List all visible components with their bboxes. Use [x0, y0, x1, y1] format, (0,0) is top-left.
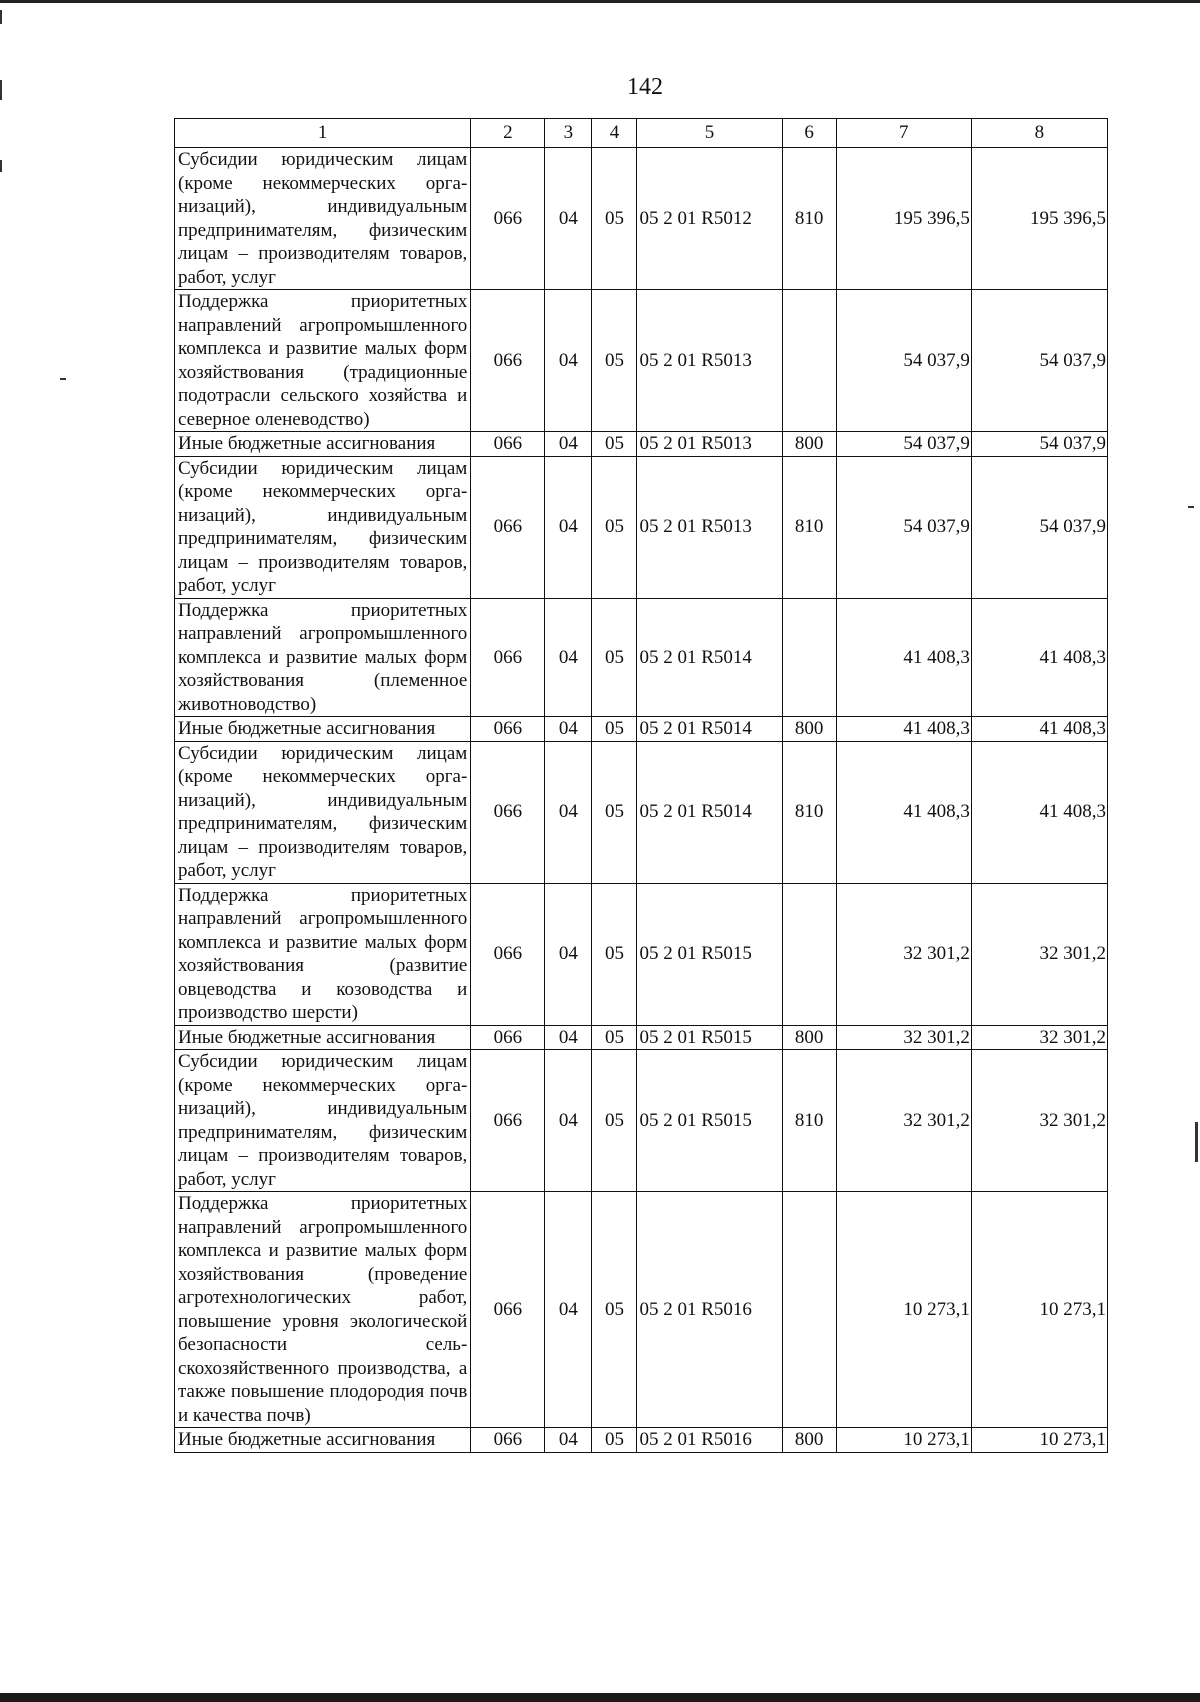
cell-target-article: 05 2 01 R5016 — [637, 1428, 782, 1453]
table-row — [175, 598, 1108, 717]
table-row — [175, 883, 1108, 1025]
column-header: 5 — [637, 119, 782, 148]
cell-amount-col7: 10 273,1 — [836, 1428, 971, 1453]
cell-amount-col7: 41 408,3 — [836, 598, 971, 717]
cell-description: Поддержка приоритетных направлений агропромышленного комплекса и развитие малых форм хозяйствования (развитие овцеводства и козоводства и производство шерсти) — [175, 883, 471, 1025]
table-row — [175, 741, 1108, 883]
cell-description: Иные бюджетные ассигнования — [175, 432, 471, 457]
column-header: 3 — [545, 119, 592, 148]
cell-subsection: 05 — [592, 1428, 637, 1453]
cell-section: 04 — [545, 741, 592, 883]
cell-subsection: 05 — [592, 598, 637, 717]
cell-ministry-code: 066 — [471, 598, 545, 717]
table-row — [175, 1025, 1108, 1050]
table-body — [175, 148, 1108, 1453]
cell-amount-col8: 32 301,2 — [971, 883, 1107, 1025]
cell-expense-type: 800 — [782, 1025, 836, 1050]
cell-amount-col7: 32 301,2 — [836, 1050, 971, 1192]
cell-ministry-code: 066 — [471, 741, 545, 883]
cell-section: 04 — [545, 1050, 592, 1192]
cell-amount-col8: 32 301,2 — [971, 1050, 1107, 1192]
table-row — [175, 290, 1108, 432]
cell-amount-col7: 10 273,1 — [836, 1192, 971, 1428]
cell-section: 04 — [545, 598, 592, 717]
cell-amount-col8: 10 273,1 — [971, 1428, 1107, 1453]
column-header: 8 — [971, 119, 1107, 148]
scan-edge-bottom — [0, 1693, 1200, 1702]
cell-section: 04 — [545, 883, 592, 1025]
cell-section: 04 — [545, 1428, 592, 1453]
cell-amount-col8: 32 301,2 — [971, 1025, 1107, 1050]
cell-subsection: 05 — [592, 717, 637, 742]
cell-expense-type: 810 — [782, 741, 836, 883]
table-row — [175, 717, 1108, 742]
cell-section: 04 — [545, 456, 592, 598]
cell-ministry-code: 066 — [471, 148, 545, 290]
cell-expense-type: 800 — [782, 1428, 836, 1453]
scan-mark — [0, 160, 2, 172]
cell-target-article: 05 2 01 R5015 — [637, 883, 782, 1025]
cell-description: Субсидии юридическим лицам (кроме некоммерческих организаций), индивидуальным предпринимателям, физическим лицам – производителям товаров, работ, услуг — [175, 741, 471, 883]
cell-subsection: 05 — [592, 432, 637, 457]
cell-amount-col7: 54 037,9 — [836, 290, 971, 432]
cell-subsection: 05 — [592, 1192, 637, 1428]
cell-amount-col8: 195 396,5 — [971, 148, 1107, 290]
cell-amount-col7: 54 037,9 — [836, 456, 971, 598]
cell-description: Иные бюджетные ассигнования — [175, 1025, 471, 1050]
cell-amount-col7: 32 301,2 — [836, 1025, 971, 1050]
cell-amount-col8: 54 037,9 — [971, 290, 1107, 432]
table-row — [175, 148, 1108, 290]
cell-amount-col7: 32 301,2 — [836, 883, 971, 1025]
cell-amount-col8: 41 408,3 — [971, 717, 1107, 742]
scan-mark — [1188, 506, 1194, 508]
cell-description: Субсидии юридическим лицам (кроме некоммерческих организаций), индивидуальным предпринимателям, физическим лицам – производителям товаров, работ, услуг — [175, 1050, 471, 1192]
cell-amount-col7: 41 408,3 — [836, 741, 971, 883]
cell-amount-col8: 10 273,1 — [971, 1192, 1107, 1428]
cell-description: Поддержка приоритетных направлений агропромышленного комплекса и развитие малых форм хозяйствования (проведение агротехнологических работ, повышение уровня экологической безопасности сельскохозяйственного производства, а также повышение плодородия почв и качества почв) — [175, 1192, 471, 1428]
cell-target-article: 05 2 01 R5015 — [637, 1025, 782, 1050]
cell-subsection: 05 — [592, 290, 637, 432]
cell-expense-type — [782, 1192, 836, 1428]
cell-section: 04 — [545, 717, 592, 742]
cell-section: 04 — [545, 1192, 592, 1428]
column-header: 4 — [592, 119, 637, 148]
scan-edge-top — [0, 0, 1200, 3]
cell-description: Поддержка приоритетных направлений агропромышленного комплекса и развитие малых форм хозяйствования (традиционные подотрасли сельского хозяйства и северное оленеводство) — [175, 290, 471, 432]
table-row — [175, 456, 1108, 598]
cell-ministry-code: 066 — [471, 432, 545, 457]
cell-ministry-code: 066 — [471, 1025, 545, 1050]
cell-expense-type — [782, 598, 836, 717]
cell-target-article: 05 2 01 R5014 — [637, 717, 782, 742]
cell-subsection: 05 — [592, 456, 637, 598]
cell-expense-type — [782, 290, 836, 432]
cell-target-article: 05 2 01 R5013 — [637, 290, 782, 432]
cell-amount-col8: 41 408,3 — [971, 598, 1107, 717]
cell-description: Субсидии юридическим лицам (кроме некоммерческих организаций), индивидуальным предпринимателям, физическим лицам – производителям товаров, работ, услуг — [175, 148, 471, 290]
cell-section: 04 — [545, 432, 592, 457]
cell-amount-col7: 41 408,3 — [836, 717, 971, 742]
cell-section: 04 — [545, 1025, 592, 1050]
scan-mark — [1195, 1122, 1198, 1162]
cell-target-article: 05 2 01 R5014 — [637, 598, 782, 717]
scan-mark — [0, 10, 2, 24]
cell-target-article: 05 2 01 R5012 — [637, 148, 782, 290]
column-header: 2 — [471, 119, 545, 148]
cell-ministry-code: 066 — [471, 1050, 545, 1192]
scan-mark — [60, 378, 66, 380]
table-row — [175, 1428, 1108, 1453]
column-header: 6 — [782, 119, 836, 148]
cell-amount-col8: 54 037,9 — [971, 456, 1107, 598]
cell-section: 04 — [545, 148, 592, 290]
cell-amount-col8: 54 037,9 — [971, 432, 1107, 457]
cell-amount-col7: 195 396,5 — [836, 148, 971, 290]
cell-ministry-code: 066 — [471, 883, 545, 1025]
cell-target-article: 05 2 01 R5013 — [637, 432, 782, 457]
column-header: 1 — [175, 119, 471, 148]
page-number: 142 — [627, 74, 663, 100]
budget-table — [174, 118, 1108, 1453]
cell-expense-type: 810 — [782, 1050, 836, 1192]
table-header-row — [175, 119, 1108, 148]
cell-amount-col7: 54 037,9 — [836, 432, 971, 457]
cell-target-article: 05 2 01 R5015 — [637, 1050, 782, 1192]
cell-expense-type: 810 — [782, 456, 836, 598]
cell-expense-type: 800 — [782, 717, 836, 742]
cell-expense-type — [782, 883, 836, 1025]
cell-target-article: 05 2 01 R5014 — [637, 741, 782, 883]
cell-ministry-code: 066 — [471, 456, 545, 598]
cell-description: Поддержка приоритетных направлений агропромышленного комплекса и развитие малых форм хозяйствования (племенное животноводство) — [175, 598, 471, 717]
cell-description: Иные бюджетные ассигнования — [175, 1428, 471, 1453]
cell-target-article: 05 2 01 R5013 — [637, 456, 782, 598]
cell-amount-col8: 41 408,3 — [971, 741, 1107, 883]
table-row — [175, 1050, 1108, 1192]
cell-subsection: 05 — [592, 1050, 637, 1192]
table-row — [175, 432, 1108, 457]
column-header: 7 — [836, 119, 971, 148]
cell-description: Субсидии юридическим лицам (кроме некоммерческих организаций), индивидуальным предпринимателям, физическим лицам – производителям товаров, работ, услуг — [175, 456, 471, 598]
cell-subsection: 05 — [592, 148, 637, 290]
cell-ministry-code: 066 — [471, 717, 545, 742]
cell-expense-type: 810 — [782, 148, 836, 290]
cell-description: Иные бюджетные ассигнования — [175, 717, 471, 742]
cell-subsection: 05 — [592, 1025, 637, 1050]
cell-subsection: 05 — [592, 883, 637, 1025]
cell-target-article: 05 2 01 R5016 — [637, 1192, 782, 1428]
table-row — [175, 1192, 1108, 1428]
cell-expense-type: 800 — [782, 432, 836, 457]
cell-ministry-code: 066 — [471, 1192, 545, 1428]
cell-ministry-code: 066 — [471, 1428, 545, 1453]
cell-ministry-code: 066 — [471, 290, 545, 432]
cell-subsection: 05 — [592, 741, 637, 883]
cell-section: 04 — [545, 290, 592, 432]
